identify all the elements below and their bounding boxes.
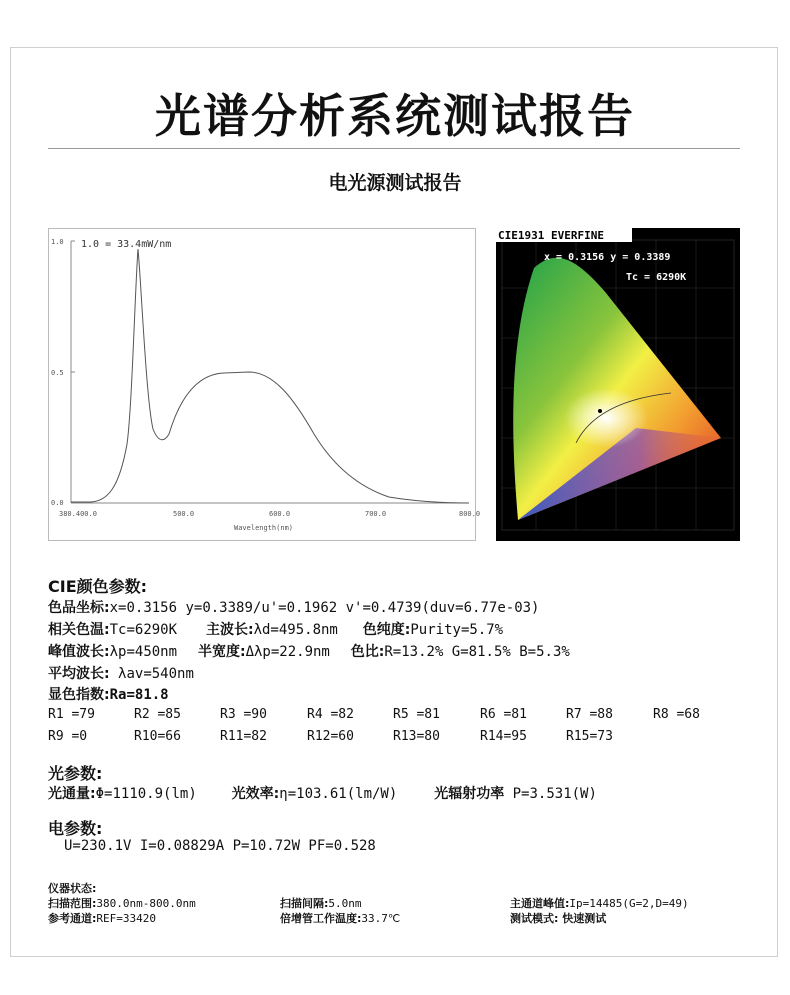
scan-interval <box>280 895 362 911</box>
scan-interval-value: 5.0nm <box>328 897 362 910</box>
purity-value: Purity=5.7% <box>410 622 504 638</box>
color-ratio-label: 色比: <box>350 644 385 660</box>
test-mode-value: 快速测试 <box>558 912 607 925</box>
cri-value: Ra=81.8 <box>109 687 169 703</box>
avg-wl-row <box>48 663 194 683</box>
radiant-power-label: 光辐射功率 <box>434 786 505 802</box>
main-channel-peak <box>510 895 689 911</box>
x-tick-label: 800.0 <box>459 510 481 518</box>
cri-row <box>48 684 169 704</box>
avg-wl-label: 平均波长: <box>48 666 110 682</box>
peak-wl-label: 峰值波长: <box>48 644 110 660</box>
cie-diagram <box>496 228 740 541</box>
cct-value: Tc=6290K <box>109 622 178 638</box>
scale-label: 1.0 = 33.4mW/nm <box>81 239 172 250</box>
pmt-temperature-value: 33.7℃ <box>361 912 401 925</box>
scan-interval-label: 扫描间隔: <box>280 897 329 910</box>
cie-label: CIE1931 EVERFINE <box>498 229 604 242</box>
r-value: R12=60 <box>307 729 354 744</box>
r-value: R8 =68 <box>653 707 700 722</box>
scan-range-value: 380.0nm-800.0nm <box>96 897 196 910</box>
cie-tc: Tc = 6290K <box>626 272 687 283</box>
title-divider <box>48 148 740 149</box>
cie-white-region <box>564 388 648 448</box>
coord-label: 色品坐标: <box>48 600 110 616</box>
r-value: R4 =82 <box>307 707 354 722</box>
cie-svg <box>496 228 740 541</box>
flux-value: Φ=1110.9(lm) <box>95 786 197 802</box>
y-tick-label: 1.0 <box>51 238 64 246</box>
pmt-temperature <box>280 910 400 926</box>
cct-row <box>48 619 503 639</box>
r-value: R6 =81 <box>480 707 527 722</box>
cct-label: 相关色温: <box>48 622 110 638</box>
ref-channel-label: 参考通道: <box>48 912 97 925</box>
r-value: R14=95 <box>480 729 527 744</box>
r-value: R15=73 <box>566 729 613 744</box>
elec-params-heading: 电参数: <box>48 819 103 838</box>
r-value: R9 =0 <box>48 729 88 744</box>
spectrum-svg <box>49 229 481 540</box>
purity-label: 色纯度: <box>362 622 411 638</box>
efficacy-value: η=103.61(lm/W) <box>279 786 398 802</box>
halfwidth-label: 半宽度: <box>197 644 246 660</box>
cie-gamut <box>513 258 721 520</box>
light-params-row <box>48 783 597 803</box>
r-value: R10=66 <box>134 729 181 744</box>
cri-label: 显色指数: <box>48 687 110 703</box>
ref-channel <box>48 910 156 926</box>
cie-xy: x = 0.3156 y = 0.3389 <box>544 252 671 263</box>
r-value: R3 =90 <box>220 707 267 722</box>
avg-wl-value: λav=540nm <box>109 666 194 682</box>
ref-channel-value: REF=33420 <box>96 912 157 925</box>
report-subtitle: 电光源测试报告 <box>328 172 462 194</box>
r-value: R11=82 <box>220 729 267 744</box>
main-channel-peak-label: 主通道峰值: <box>510 897 570 910</box>
r-value: R13=80 <box>393 729 440 744</box>
instrument-heading: 仪器状态: <box>48 882 97 895</box>
test-mode-label: 测试模式: <box>510 912 559 925</box>
peak-row <box>48 641 570 661</box>
peak-wl-value: λp=450nm <box>109 644 178 660</box>
main-channel-peak-value: Ip=14485(G=2,D=49) <box>569 897 689 910</box>
scan-range-label: 扫描范围: <box>48 897 97 910</box>
r-value: R5 =81 <box>393 707 440 722</box>
x-tick-label: 380.400.0 <box>59 510 97 518</box>
light-params-heading: 光参数: <box>48 764 103 783</box>
r-value: R7 =88 <box>566 707 613 722</box>
test-mode <box>510 910 606 926</box>
dom-wl-label: 主波长: <box>205 622 254 638</box>
scan-range <box>48 895 196 911</box>
y-tick-label: 0.0 <box>51 499 64 507</box>
color-ratio-value: R=13.2% G=81.5% B=5.3% <box>384 644 570 660</box>
spectrum-curve <box>71 249 469 503</box>
pmt-temperature-label: 倍增管工作温度: <box>280 912 362 925</box>
chromaticity-row <box>48 597 539 617</box>
y-tick-label: 0.5 <box>51 369 64 377</box>
color-params-heading: CIE颜色参数: <box>48 577 148 596</box>
flux-label: 光通量: <box>48 786 96 802</box>
dom-wl-value: λd=495.8nm <box>253 622 338 638</box>
r-value: R2 =85 <box>134 707 181 722</box>
page-title: 光谱分析系统测试报告 <box>155 89 635 143</box>
x-tick-label: 500.0 <box>173 510 195 518</box>
coord-value: x=0.3156 y=0.3389/u'=0.1962 v'=0.4739(duv=6.77e-03) <box>109 600 540 616</box>
spectrum-chart <box>48 228 481 541</box>
x-tick-label: 600.0 <box>269 510 291 518</box>
halfwidth-value: Δλp=22.9nm <box>245 644 330 660</box>
efficacy-label: 光效率: <box>231 786 280 802</box>
cie-measured-point <box>598 409 602 413</box>
r-value: R1 =79 <box>48 707 95 722</box>
x-tick-label: 700.0 <box>365 510 387 518</box>
x-axis-label: Wavelength(nm) <box>234 524 294 532</box>
elec-params-values: U=230.1V I=0.08829A P=10.72W PF=0.528 <box>64 838 376 854</box>
radiant-power-value: P=3.531(W) <box>504 786 597 802</box>
